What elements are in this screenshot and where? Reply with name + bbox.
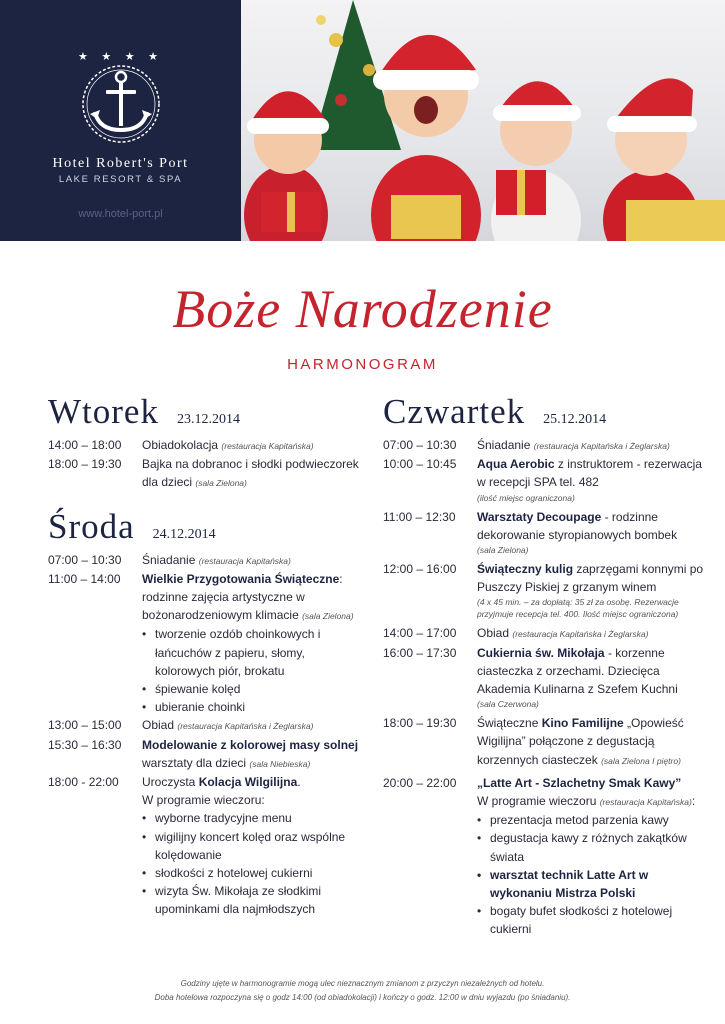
entry-description: [142, 736, 366, 773]
day-heading-thursday: [383, 392, 713, 432]
entry-text: Śniadanie: [142, 552, 196, 567]
list-item: • wigilijny koncert kolęd oraz wspólne kolędowanie: [142, 828, 366, 864]
entry-post: .: [297, 775, 301, 790]
entry-pre: Uroczysta: [142, 775, 199, 790]
entry-venue: (sala Zielona): [302, 611, 354, 622]
hotel-tagline: LAKE RESORT & SPA: [58, 174, 183, 185]
right-column: [383, 392, 713, 939]
list-item: • prezentacja metod parzenia kawy: [477, 811, 713, 829]
schedule-entry: [383, 508, 713, 556]
entry-description: [142, 773, 366, 919]
entry-text: W programie wieczoru: [477, 794, 597, 809]
hotel-website: www.hotel-port.pl: [78, 208, 163, 220]
entry-highlight: Warsztaty Decoupage: [477, 509, 602, 524]
entry-text: „Opowieść Wigilijna” połączone z degustacją korzennych ciasteczek: [477, 716, 684, 767]
entry-venue: (sala Niebieska): [249, 758, 311, 769]
schedule-entry: [48, 551, 366, 570]
schedule-entry: [383, 560, 713, 620]
entry-description: [142, 455, 366, 492]
entry-pre: Świąteczne: [477, 716, 542, 731]
entry-description: [477, 644, 713, 711]
footer-notes: [0, 977, 725, 1005]
entry-text: Obiad: [142, 718, 175, 733]
entry-venue: (restauracja Kapitańska i Żeglarska): [533, 441, 670, 451]
day-heading-wednesday: [48, 507, 366, 547]
entry-note: (sala Zielona): [477, 545, 529, 556]
entry-highlight: Kino Familijne: [541, 716, 624, 731]
schedule-entry: [383, 455, 713, 503]
stars-icon: ★ ★ ★ ★: [78, 50, 163, 63]
entry-note: (sala Czerwona): [477, 699, 539, 710]
entry-venue: (restauracja Kapitańska i Żeglarska): [512, 629, 649, 640]
entry-description: [477, 508, 713, 556]
entry-note: (4 x 45 min. – za dopłatą: 35 zł za osobę. Rezerwacje przyjmuje recepcja tel. 400. Ilość miejsc ograniczona): [477, 597, 679, 620]
entry-time: 07:00 – 10:30: [383, 438, 457, 452]
schedule-entry: [383, 624, 713, 643]
entry-time: 10:00 – 10:45: [383, 457, 457, 472]
entry-time: 18:00 – 19:30: [383, 716, 457, 731]
anchor-icon: [73, 62, 169, 144]
entry-text: Obiad: [477, 626, 510, 641]
day-date: 25.12.2014: [543, 412, 607, 427]
entry-post: :: [691, 794, 696, 809]
entry-time: 12:00 – 16:00: [383, 562, 457, 577]
entry-time: 11:00 – 14:00: [48, 571, 121, 586]
entry-text: Obiadokolacja: [142, 438, 219, 452]
footer-line: Godziny ujęte w harmonogramie mogą ulec nieznacznym zmianom z przyczyn niezależnych od hotelu.: [180, 979, 545, 988]
day-name: Czwartek: [383, 392, 526, 431]
entry-description: [477, 714, 713, 770]
entry-description: [477, 560, 713, 620]
photo-illustration: [241, 0, 725, 241]
hotel-name: Hotel Robert's Port: [52, 156, 189, 171]
entry-time: 20:00 – 22:00: [383, 775, 457, 790]
bullet-list: [142, 809, 366, 918]
entry-venue: (restauracja Kapitańska): [198, 555, 291, 566]
entry-highlight: Kolacja Wilgilijna: [198, 775, 298, 790]
list-item: • ubieranie choinki: [142, 698, 366, 716]
day-name: Wtorek: [48, 392, 159, 431]
day-heading-tuesday: [48, 392, 366, 432]
entry-text: W programie wieczoru:: [142, 793, 265, 808]
list-item: • wyborne tradycyjne menu: [142, 809, 366, 827]
entry-highlight: Modelowanie z kolorowej masy solnej: [142, 737, 359, 752]
list-item: • warsztat technik Latte Art w wykonaniu Mistrza Polski: [477, 866, 713, 902]
entry-time: 14:00 – 17:00: [383, 626, 457, 641]
entry-venue: (restauracja Kapitańska): [599, 797, 692, 808]
entry-description: [142, 570, 366, 717]
entry-highlight: „Latte Art - Szlachetny Smak Kawy”: [477, 775, 682, 790]
entry-highlight: Aqua Aerobic: [477, 457, 555, 472]
schedule-entry: [383, 436, 713, 455]
header: [0, 0, 725, 241]
entry-time: 18:00 - 22:00: [48, 775, 119, 790]
entry-time: 18:00 – 19:30: [48, 457, 122, 472]
day-name: Środa: [48, 506, 135, 546]
list-item: • słodkości z hotelowej cukierni: [142, 864, 366, 882]
entry-description: [477, 455, 713, 503]
entry-time: 13:00 – 15:00: [48, 718, 122, 733]
page-title: Boże Narodzenie: [172, 279, 553, 339]
entry-time: 16:00 – 17:30: [383, 645, 457, 660]
entry-text: - rodzinne dekorowanie styropianowych bombek: [477, 509, 678, 542]
entry-time: 15:30 – 16:30: [48, 737, 122, 752]
schedule-entry: [48, 455, 366, 492]
footer-line: Doba hotelowa rozpoczyna się o godz 14:00 (od obiadokolacji) i kończy o godz. 12:00 w dniu wyjazdu (po śniadaniu).: [154, 993, 571, 1002]
entry-highlight: Wielkie Przygotowania Świąteczne: [142, 571, 340, 586]
entry-time: 11:00 – 12:30: [383, 509, 456, 524]
entry-time: 14:00 – 18:00: [48, 438, 122, 452]
schedule-entry: [383, 714, 713, 770]
list-item: • degustacja kawy z różnych zakątków świata: [477, 829, 713, 865]
list-item: • bogaty bufet słodkości z hotelowej cukierni: [477, 902, 713, 938]
entry-text: - korzenne ciasteczka z orzechami. Dziecięca Akademia Kulinarna z Szefem Kuchni: [477, 645, 678, 697]
entry-note: (ilość miejsc ograniczona): [477, 492, 575, 503]
entry-description: [477, 624, 713, 643]
day-date: 23.12.2014: [176, 412, 240, 427]
entry-text: Śniadanie: [477, 438, 531, 452]
entry-highlight: Świąteczny kulig: [477, 562, 574, 577]
logo-panel: [0, 0, 241, 241]
list-item: • tworzenie ozdób choinkowych i łańcuchów z papieru, słomy, kolorowych piór, brokatu: [142, 625, 366, 680]
entry-venue: (sala Zielona I piętro): [601, 755, 681, 766]
entry-description: [477, 436, 713, 455]
entry-text: warsztaty dla dzieci: [142, 755, 247, 770]
entry-text: z instruktorem - rezerwacja w recepcji SPA tel. 482: [477, 457, 702, 490]
schedule-entry: [383, 644, 713, 711]
entry-time: 07:00 – 10:30: [48, 552, 122, 567]
entry-venue: (restauracja Kapitańska i Żeglarska): [177, 721, 314, 732]
entry-text: zaprzęgami konnymi po Puszczy Piskiej z grzanym winem: [477, 562, 704, 595]
left-column: [48, 392, 366, 919]
page-subtitle: HARMONOGRAM: [287, 356, 438, 373]
schedule-entry: [48, 736, 366, 773]
bullet-list: [142, 625, 366, 716]
schedule-entry: [48, 716, 366, 735]
bullet-list: [477, 811, 713, 938]
day-date: 24.12.2014: [152, 526, 216, 542]
children-santa-hats-photo: [241, 0, 725, 241]
schedule-entry: [48, 570, 366, 717]
entry-description: [142, 716, 366, 735]
schedule-entry: [383, 774, 713, 939]
list-item: • śpiewanie kolęd: [142, 680, 366, 698]
entry-description: [142, 436, 366, 455]
entry-venue: (sala Zielona): [195, 478, 247, 489]
entry-description: [142, 551, 366, 570]
schedule-entry: [48, 773, 366, 919]
schedule-entry: [48, 436, 366, 455]
entry-venue: (restauracja Kapitańska): [221, 441, 314, 451]
entry-text: Bajka na dobranoc i słodki podwieczorek dla dzieci: [142, 457, 359, 490]
entry-text: : rodzinne zajęcia artystyczne w bożonarodzeniowym klimacie: [142, 571, 343, 623]
list-item: • wizyta Św. Mikołaja ze słodkimi upominkami dla najmłodszych: [142, 882, 366, 918]
entry-highlight: Cukiernia św. Mikołaja: [477, 645, 605, 660]
entry-description: [477, 774, 713, 939]
